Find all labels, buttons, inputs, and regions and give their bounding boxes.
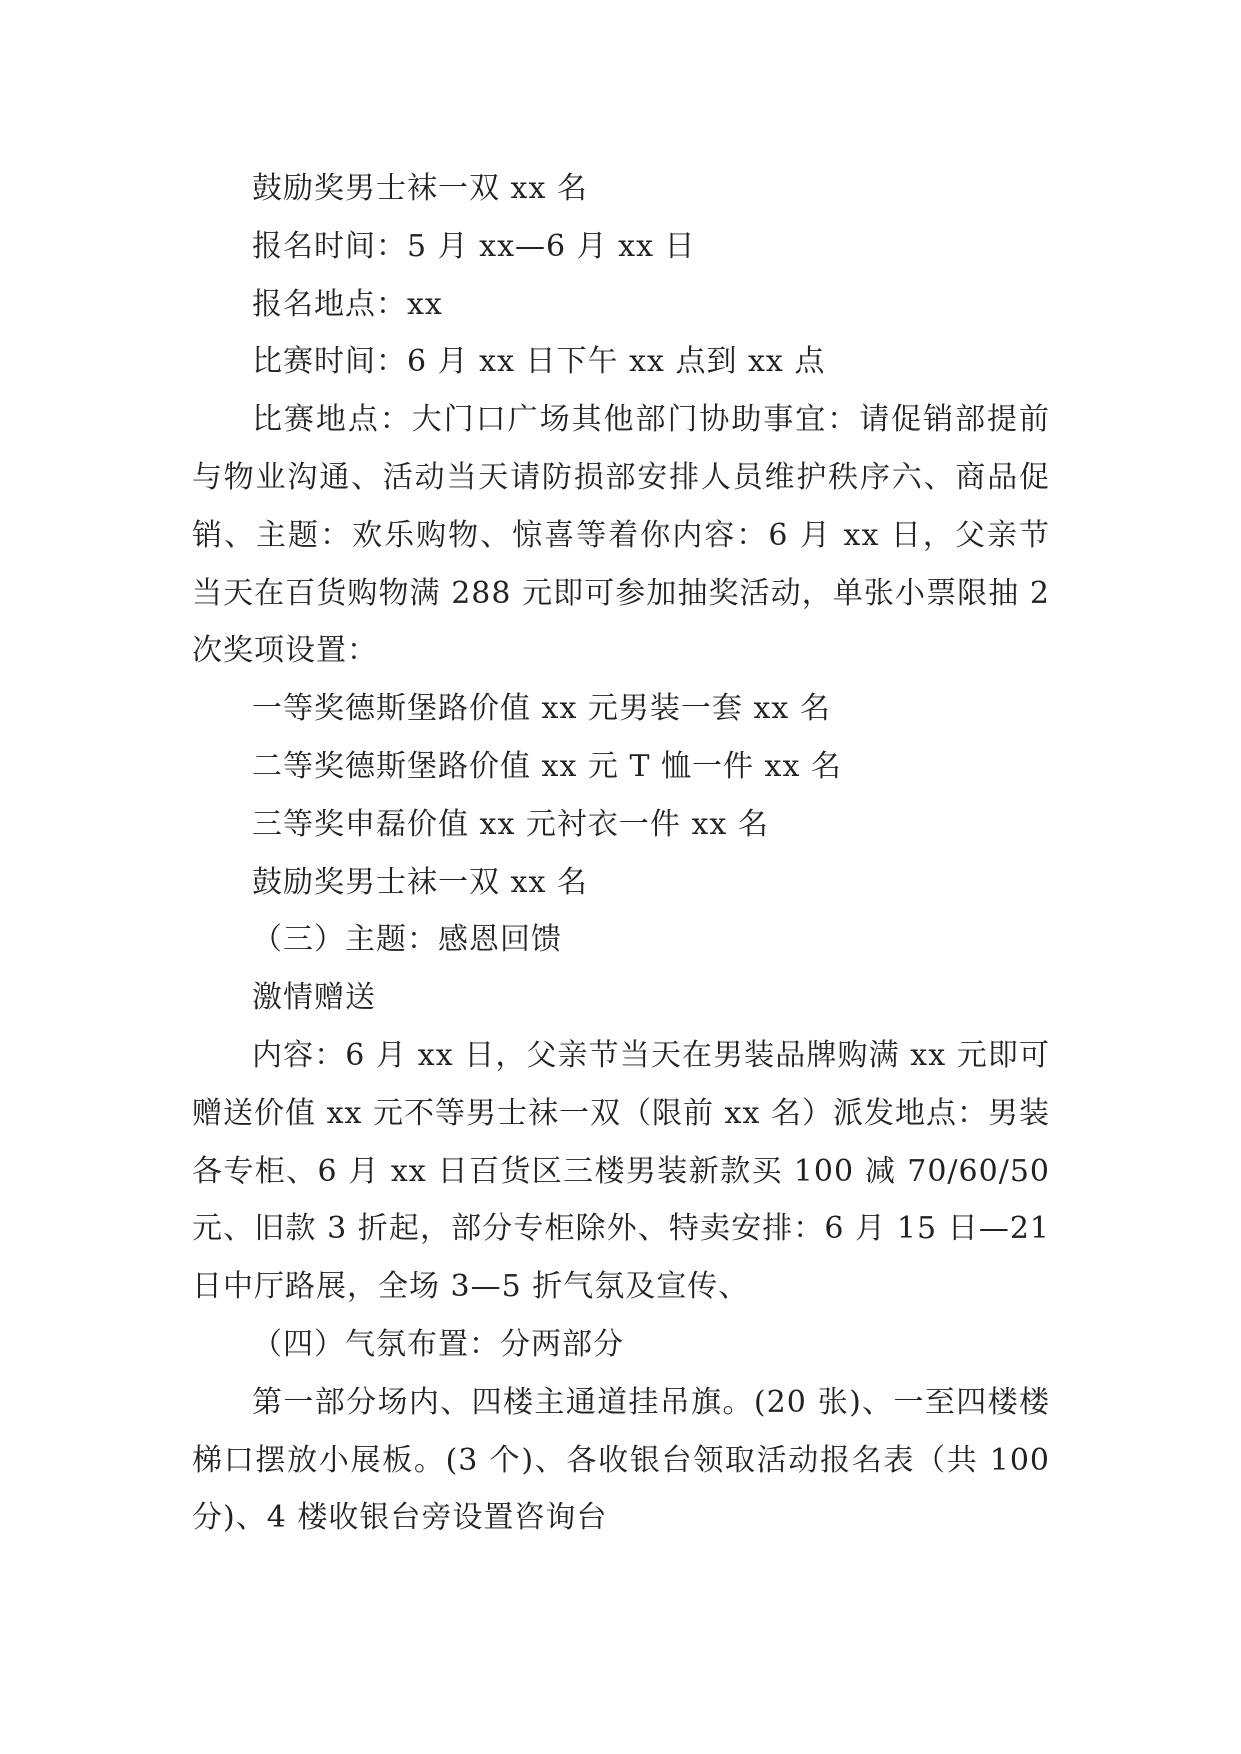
paragraph-registration-place: 报名地点：xx xyxy=(252,286,443,322)
paragraph-encouragement-prize: 鼓励奖男士袜一双 xx 名 xyxy=(252,171,588,206)
paragraph-third-prize: 三等奖申磊价值 xx 元衬衣一件 xx 名 xyxy=(252,806,769,842)
paragraph-passion-gift: 激情赠送 xyxy=(252,980,376,1016)
paragraph-gift-content: 内容：6 月 xx 日，父亲节当天在男装品牌购满 xx 元即可赠送价值 xx 元不等男士袜一双（限前 xx 名）派发地点：男装各专柜、6 月 xx 日百货区三楼男装新款买 100 减 70/60/50 元、旧款 3 折起，部分专柜除外、特卖安排：6 月 15 日—21 日中厅路展，全场 3—5 折气氛及宣传、 xyxy=(192,1037,1050,1305)
paragraph-match-time: 比赛时间：6 月 xx 日下午 xx 点到 xx 点 xyxy=(252,344,826,380)
paragraph-registration-time: 报名时间：5 月 xx—6 月 xx 日 xyxy=(252,228,696,264)
paragraph-section-four-heading: （四）气氛布置：分两部分 xyxy=(252,1326,624,1362)
paragraph-part-one: 第一部分场内、四楼主通道挂吊旗。(20 张)、一至四楼楼梯口摆放小展板。(3 个)、各收银台领取活动报名表（共 100 分)、4 楼收银台旁设置咨询台 xyxy=(192,1384,1050,1536)
paragraph-encouragement-prize-2: 鼓励奖男士袜一双 xx 名 xyxy=(252,864,588,900)
paragraph-first-prize: 一等奖德斯堡路价值 xx 元男装一套 xx 名 xyxy=(252,691,831,727)
document-body xyxy=(192,160,1050,1547)
paragraph-match-place: 比赛地点：大门口广场其他部门协助事宜：请促销部提前与物业沟通、活动当天请防损部安排人员维护秩序六、商品促销、主题：欢乐购物、惊喜等着你内容：6 月 xx 日，父亲节当天在百货购物满 288 元即可参加抽奖活动，单张小票限抽 2 次奖项设置： xyxy=(192,402,1050,669)
paragraph-second-prize: 二等奖德斯堡路价值 xx 元 T 恤一件 xx 名 xyxy=(252,748,842,784)
paragraph-section-three-heading: （三）主题：感恩回馈 xyxy=(252,922,562,958)
